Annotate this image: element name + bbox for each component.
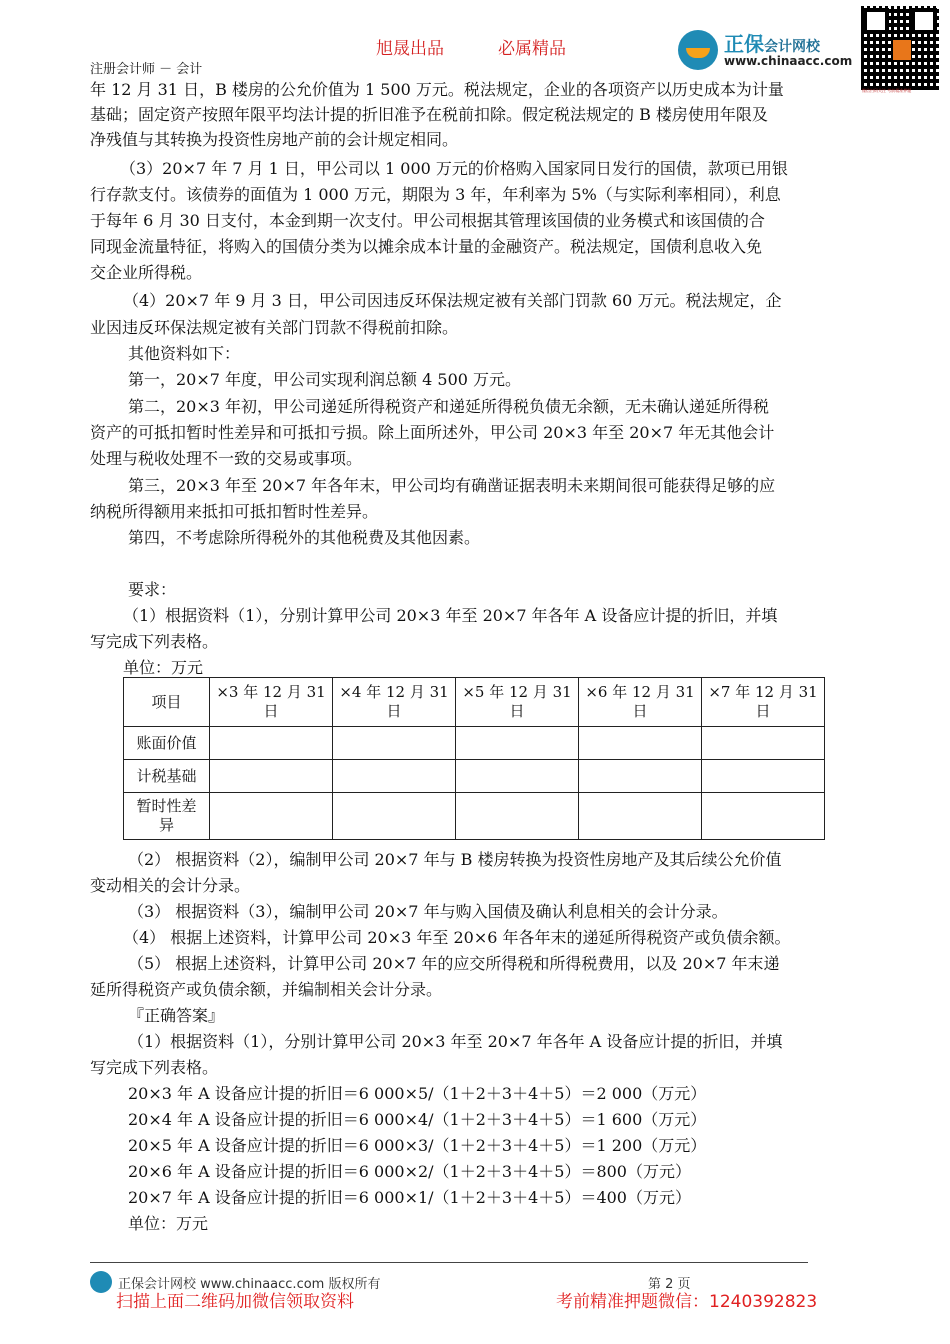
qr-badge-icon	[893, 40, 911, 60]
text-line: 第四，不考虑除所得税外的其他税费及其他因素。	[128, 528, 481, 547]
table-cell[interactable]	[579, 793, 702, 840]
footer-logo-icon	[90, 1271, 112, 1293]
row-label: 账面价值	[124, 727, 210, 760]
table-cell[interactable]	[702, 727, 825, 760]
text-line: 基础；固定资产按照年限平均法计提的折旧准予在税前扣除。假定税法规定的 B 楼房使用年限及	[90, 105, 768, 124]
formula-line: 20×7 年 A 设备应计提的折旧＝6 000×1/（1＋2＋3＋4＋5）＝400（万元）	[128, 1188, 691, 1207]
text-line: （4）20×7 年 9 月 3 日，甲公司因违反环保法规定被有关部门罚款 60 万元。税法规定，企	[123, 291, 782, 310]
text-line: 单位：万元	[128, 1214, 209, 1233]
table-cell[interactable]	[210, 760, 333, 793]
logo-url: www.chinaacc.com	[724, 54, 853, 68]
footer-divider	[90, 1262, 808, 1263]
table-cell[interactable]	[579, 760, 702, 793]
logo-suffix: 会计网校	[764, 39, 820, 55]
row-label: 暂时性差 异	[124, 793, 210, 840]
text-line: （1）根据资料（1），分别计算甲公司 20×3 年至 20×7 年各年 A 设备应计提的折旧，并填	[123, 606, 778, 625]
text-line: （5） 根据上述资料，计算甲公司 20×7 年的应交所得税和所得税费用，以及 20×7 年末递	[128, 954, 780, 973]
text-line: 变动相关的会计分录。	[90, 876, 251, 895]
table-cell[interactable]	[210, 727, 333, 760]
table-corner: 项目	[124, 678, 210, 727]
answer-heading: 『正确答案』	[128, 1006, 225, 1025]
depreciation-table	[123, 677, 825, 840]
table-cell[interactable]	[210, 793, 333, 840]
table-header-cell: ×5 年 12 月 31 日	[456, 678, 579, 727]
text-line: 净残值与其转换为投资性房地产前的会计规定相同。	[90, 130, 459, 149]
logo-name: 正保	[724, 32, 764, 56]
table-cell[interactable]	[333, 760, 456, 793]
brand-left-text: 旭晟出品	[376, 39, 444, 59]
text-line: 处理与税收处理不一致的交易或事项。	[90, 449, 363, 468]
text-line: （2） 根据资料（2），编制甲公司 20×7 年与 B 楼房转换为投资性房地产及其后续公允价值	[128, 850, 782, 869]
table-header-cell: ×6 年 12 月 31 日	[579, 678, 702, 727]
text-line: （4） 根据上述资料，计算甲公司 20×3 年至 20×6 年各年末的递延所得税资产或负债余额。	[123, 928, 791, 947]
subject-title: 注册会计师 － 会计	[90, 62, 203, 77]
brand-right-text: 必属精品	[498, 39, 566, 59]
text-line: 于每年 6 月 30 日支付，本金到期一次支付。甲公司根据其管理该国债的业务模式和该国债的合	[90, 211, 765, 230]
text-line: 其他资料如下：	[128, 344, 241, 363]
text-line: 年 12 月 31 日，B 楼房的公允价值为 1 500 万元。税法规定，企业的各项资产以历史成本为计量	[90, 80, 784, 99]
formula-line: 20×4 年 A 设备应计提的折旧＝6 000×4/（1＋2＋3＋4＋5）＝1 600（万元）	[128, 1110, 707, 1129]
table-cell[interactable]	[702, 793, 825, 840]
table-cell[interactable]	[333, 793, 456, 840]
text-line: 资产的可抵扣暂时性差异和可抵扣亏损。除上面所述外，甲公司 20×3 年至 20×7 年无其他会计	[90, 423, 775, 442]
footer-promo-right: 考前精准押题微信：1240392823	[556, 1292, 818, 1312]
text-line: （1）根据资料（1），分别计算甲公司 20×3 年至 20×7 年各年 A 设备应计提的折旧，并填	[128, 1032, 783, 1051]
row-label: 计税基础	[124, 760, 210, 793]
table-header-cell: ×4 年 12 月 31 日	[333, 678, 456, 727]
text-line: 写完成下列表格。	[90, 632, 219, 651]
table-cell[interactable]	[456, 760, 579, 793]
text-line: 交企业所得税。	[90, 263, 203, 282]
table-cell[interactable]	[456, 793, 579, 840]
footer-copyright: 正保会计网校 www.chinaacc.com 版权所有	[118, 1277, 381, 1292]
text-line: （3） 根据资料（3），编制甲公司 20×7 年与购入国债及确认利息相关的会计分录。	[128, 902, 728, 921]
text-line: 业因违反环保法规定被有关部门罚款不得税前扣除。	[90, 318, 459, 337]
text-line: 第二，20×3 年初，甲公司递延所得税资产和递延所得税负债无余额，无未确认递延所得税	[128, 397, 770, 416]
chinaacc-logo[interactable]	[678, 26, 858, 78]
text-line: 第三，20×3 年至 20×7 年各年末，甲公司均有确凿证据表明未来期间很可能获得足够的应	[128, 476, 776, 495]
formula-line: 20×6 年 A 设备应计提的折旧＝6 000×2/（1＋2＋3＋4＋5）＝800（万元）	[128, 1162, 691, 1181]
text-line: （3）20×7 年 7 月 1 日，甲公司以 1 000 万元的价格购入国家同日发行的国债，款项已用银	[120, 159, 788, 178]
text-line: 单位：万元	[123, 658, 204, 677]
table-row	[124, 793, 825, 840]
text-line: 写完成下列表格。	[90, 1058, 219, 1077]
formula-line: 20×3 年 A 设备应计提的折旧＝6 000×5/（1＋2＋3＋4＋5）＝2 000（万元）	[128, 1084, 707, 1103]
text-line: 第一，20×7 年度，甲公司实现利润总额 4 500 万元。	[128, 370, 522, 389]
text-line: 纳税所得额用来抵扣可抵扣暂时性差异。	[90, 502, 379, 521]
text-line: 要求：	[128, 580, 177, 599]
table-header-cell: ×3 年 12 月 31 日	[210, 678, 333, 727]
footer-promo-left: 扫描上面二维码加微信领取资料	[116, 1292, 354, 1312]
text-line: 延所得税资产或负债余额，并编制相关会计分录。	[90, 980, 443, 999]
text-line: 同现金流量特征，将购入的国债分类为以摊余成本计量的金融资产。税法规定，国债利息收入免	[90, 237, 763, 256]
page-number: 第 2 页	[648, 1277, 691, 1292]
table-cell[interactable]	[702, 760, 825, 793]
table-cell[interactable]	[579, 727, 702, 760]
qr-note: 微信扫码关注 考前精准押题	[862, 88, 912, 93]
logo-mark-icon	[678, 30, 718, 70]
table-header-cell: ×7 年 12 月 31 日	[702, 678, 825, 727]
table-cell[interactable]	[456, 727, 579, 760]
table-row	[124, 760, 825, 793]
table-cell[interactable]	[333, 727, 456, 760]
formula-line: 20×5 年 A 设备应计提的折旧＝6 000×3/（1＋2＋3＋4＋5）＝1 200（万元）	[128, 1136, 707, 1155]
table-row	[124, 727, 825, 760]
text-line: 行存款支付。该债券的面值为 1 000 万元，期限为 3 年，年利率为 5%（与实际利率相同），利息	[90, 185, 781, 204]
